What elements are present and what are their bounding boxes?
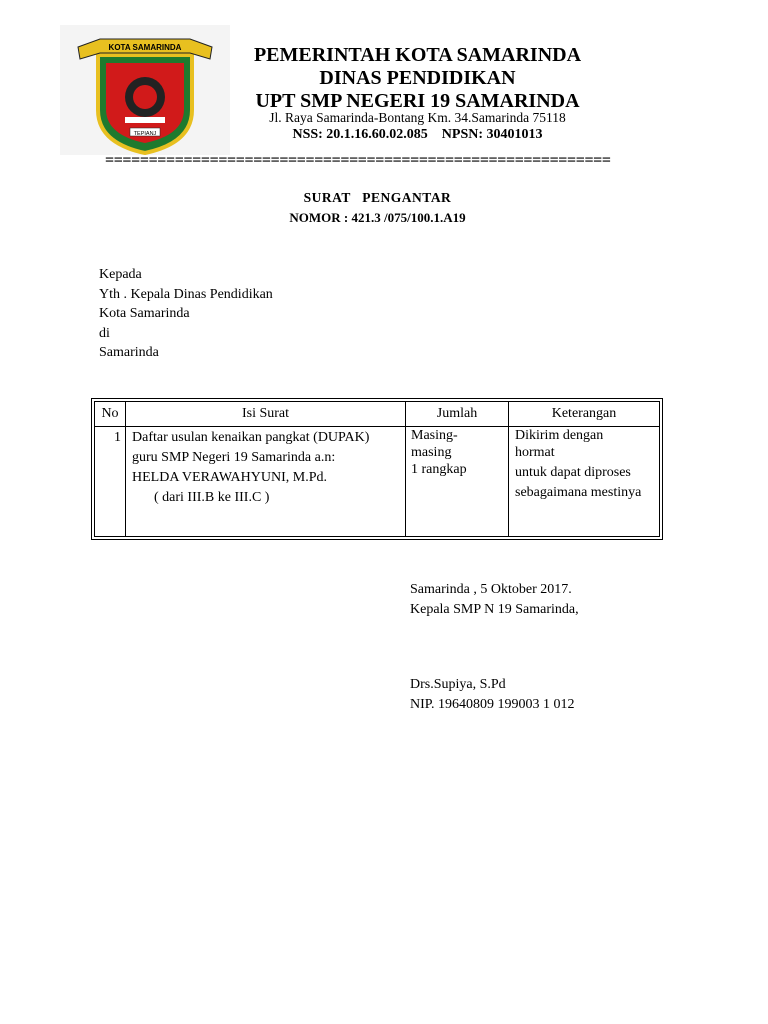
recipient-line: Kota Samarinda (99, 306, 190, 321)
signer-identity (410, 675, 575, 714)
isi-line: guru SMP Negeri 19 Samarinda a.n: (132, 450, 336, 465)
recipient-line: di (99, 325, 110, 341)
keterangan-line: hormat (515, 445, 555, 460)
signer-nip: NIP. 19640809 199003 1 012 (410, 696, 575, 712)
keterangan-line: sebagaimana mestinya (515, 485, 642, 500)
government-name: PEMERINTAH KOTA SAMARINDA (253, 44, 582, 66)
recipient-line: Kepada (99, 267, 142, 282)
nss-npsn: NSS: 20.1.16.60.02.085 NPSN: 30401013 (292, 127, 543, 142)
jumlah-line: Masing- (411, 428, 458, 443)
table-row (95, 427, 660, 537)
table-header-row (95, 402, 660, 427)
jumlah-line: 1 rangkap (411, 462, 467, 477)
logo-ribbon-text: TEPIANJ (133, 131, 157, 137)
letter-content-table (91, 398, 663, 540)
row-jumlah (406, 427, 509, 537)
header-no: No (95, 402, 126, 427)
keterangan-line: untuk dapat diproses (515, 465, 631, 480)
school-address: Jl. Raya Samarinda-Bontang Km. 34.Samarinda 75118 (269, 110, 566, 125)
isi-line: Daftar usulan kenaikan pangkat (DUPAK) (132, 430, 370, 445)
header-isi-surat: Isi Surat (126, 402, 406, 427)
recipient-line: Samarinda (99, 345, 159, 360)
letter-title: SURAT PENGANTAR (303, 190, 452, 205)
letterhead-separator: ========================================================== (105, 152, 611, 169)
row-keterangan (509, 427, 660, 537)
signer-position: Kepala SMP N 19 Samarinda, (410, 601, 579, 617)
department-name: DINAS PENDIDIKAN (319, 67, 516, 89)
place-date: Samarinda , 5 Oktober 2017. (410, 582, 572, 597)
row-isi-surat (126, 427, 406, 537)
letter-number: NOMOR : 421.3 /075/100.1.A19 (289, 210, 466, 225)
jumlah-line: masing (411, 445, 452, 460)
school-name: UPT SMP NEGERI 19 SAMARINDA (255, 90, 580, 112)
recipient-line: Yth . Kepala Dinas Pendidikan (99, 286, 273, 302)
header-jumlah: Jumlah (406, 402, 509, 427)
isi-line: HELDA VERAWAHYUNI, M.Pd. (132, 470, 328, 485)
keterangan-line: Dikirim dengan (515, 428, 604, 443)
header-keterangan: Keterangan (509, 402, 660, 427)
signer-name: Drs.Supiya, S.Pd (410, 677, 506, 692)
row-no: 1 (95, 427, 126, 537)
signature-block (410, 580, 579, 619)
recipient-block (99, 265, 273, 363)
isi-line: ( dari III.B ke III.C ) (154, 490, 270, 505)
logo-banner-text: KOTA SAMARINDA (108, 43, 182, 52)
